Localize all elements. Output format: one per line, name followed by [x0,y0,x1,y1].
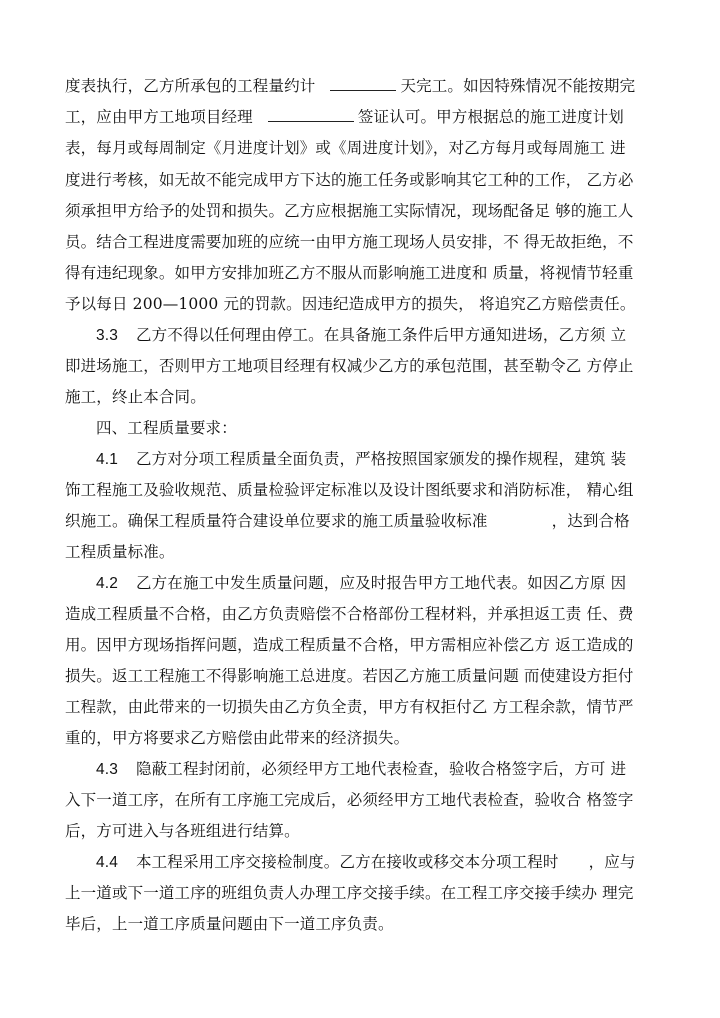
text-line: 工程质量标准。 [65,543,175,561]
text-segment: 织施工。确保工程质量符合建设单位要求的施工质量验收标准 [65,512,488,530]
text-line: 表，每月或每周制定《月进度计划》或《周进度计划》，对乙方每月或每周施工 进 [65,139,626,157]
text-segment: 度表执行，乙方所承包的工程量约计 [65,77,316,95]
text-line [65,76,665,96]
text-line: 毕后，上一道工序质量问题由下一道工序负责。 [65,915,394,933]
text-segment: 签证认可。甲方根据总的施工进度计划 [357,108,624,126]
text-line: 损失。返工工程施工不得影响施工总进度。若因乙方施工质量问题 而使建设方拒付 [65,667,634,685]
clause-4-4 [96,852,696,873]
text-line: 工程款，由此带来的一切损失由乙方负全责，甲方有权拒付乙 方工程余款，情节严 [65,698,634,716]
text-segment: 隐蔽工程封闭前，必须经甲方工地代表检查，验收合格签字后，方可 进 [136,760,627,778]
clause-4-1 [96,449,696,470]
text-segment: 乙方对分项工程质量全面负责，严格按照国家颁发的操作规程，建筑 装 [136,450,627,468]
text-line [65,107,665,127]
text-line [65,511,665,531]
section-heading: 四、工程质量要求： [96,419,237,437]
text-line: 员。结合工程进度需要加班的应统一由甲方施工现场人员安排，不 得无故拒绝，不 [65,233,634,251]
text-segment: ，应与 [588,853,636,871]
text-segment: 天完工。如因特殊情况不能按期完 [400,77,636,95]
text-line: 须承担甲方给予的处罚和损失。乙方应根据施工实际情况，现场配备足 够的施工人 [65,202,634,220]
text-segment: ，达到合格 [551,512,630,530]
clause-number: 3.3 [96,327,118,344]
text-line: 造成工程质量不合格，由乙方负责赔偿不合格部份工程材料，并承担返工责 任、费 [65,605,634,623]
clause-number: 4.2 [96,575,118,592]
text-line: 后，方可进入与各班组进行结算。 [65,822,300,840]
clause-4-3 [96,759,696,780]
text-segment: 乙方不得以任何理由停工。在具备施工条件后甲方通知进场，乙方须 立 [136,326,627,344]
clause-3-3 [96,325,696,346]
clause-number: 4.1 [96,451,118,468]
text-line: 用。因甲方现场指挥问题，造成工程质量不合格，甲方需相应补偿乙方 返工造成的 [65,636,634,654]
text-segment: 本工程采用工序交接检制度。乙方在接收或移交本分项工程时 [136,853,559,871]
text-line: 上一道或下一道工序的班组负责人办理工序交接手续。在工程工序交接手续办 理完 [65,884,634,902]
text-line: 予以每日 200—1000 元的罚款。因违纪造成甲方的损失， 将追究乙方赔偿责任。 [65,295,636,313]
text-line: 入下一道工序，在所有工序施工完成后，必须经甲方工地代表检查，验收合 格签字 [65,791,634,809]
days-blank [330,76,396,91]
text-line: 重的，甲方将要求乙方赔偿由此带来的经济损失。 [65,729,410,747]
text-segment: 乙方在施工中发生质量问题，应及时报告甲方工地代表。如因乙方原 因 [136,574,627,592]
text-segment: 工，应由甲方工地项目经理 [65,108,253,126]
text-line: 得有违纪现象。如甲方安排加班乙方不服从而影响施工进度和 质量，将视情节轻重 [65,264,634,282]
text-line: 施工，终止本合同。 [65,388,206,406]
clause-4-2 [96,573,696,594]
manager-blank [268,107,354,122]
clause-number: 4.3 [96,761,118,778]
text-line: 度进行考核，如无故不能完成甲方下达的施工任务或影响其它工种的工作， 乙方必 [65,171,634,189]
text-line: 即进场施工，否则甲方工地项目经理有权减少乙方的承包范围，甚至勒令乙 方停止 [65,357,634,375]
clause-number: 4.4 [96,854,118,871]
text-line: 饰工程施工及验收规范、质量检验评定标准以及设计图纸要求和消防标准， 精心组 [65,481,634,499]
